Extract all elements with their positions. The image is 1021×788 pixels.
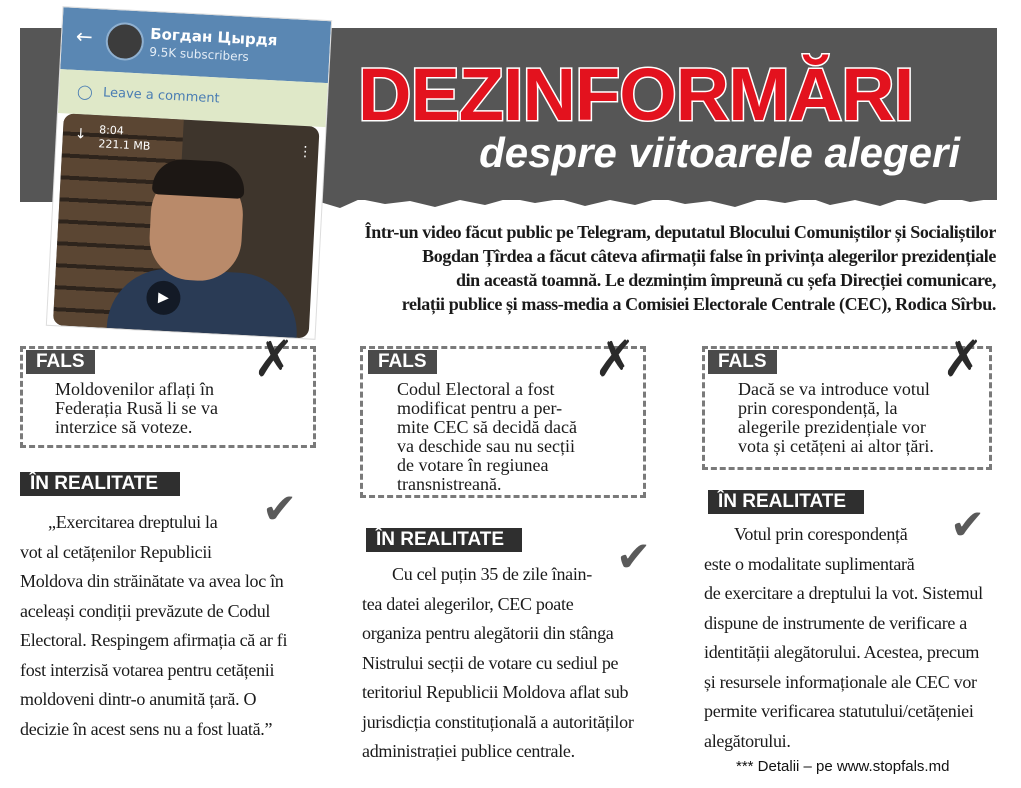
intro-line: relații publice și mass-media a Comisiei Electorale Centrale (CEC), Rodica Sîrbu. <box>401 294 996 314</box>
fals-line: interzice să voteze. <box>55 417 193 437</box>
comment-icon: ◯ <box>76 84 94 101</box>
fals-line: Federația Rusă li se va <box>55 398 218 418</box>
real-line: permite verificarea statutului/cetățeniei <box>704 701 974 721</box>
real-line: fost interzisă votarea pentru cetățenii <box>20 659 275 680</box>
avatar <box>105 21 145 61</box>
real-line: dispune de instrumente de verificare a <box>704 612 967 633</box>
real-line: teritoriul Republicii Moldova aflat sub <box>362 682 629 702</box>
real-text-2 <box>362 560 662 767</box>
fals-line: modificat pentru a per- <box>397 398 563 418</box>
fals-line: mite CEC să decidă dacă <box>397 417 577 437</box>
real-line: identității alegătorului. Acestea, precum <box>704 642 980 662</box>
page-subtitle: despre viitoarele alegeri <box>479 129 960 176</box>
real-text-3 <box>704 520 1000 756</box>
fals-line: Dacă se va introduce votul <box>738 379 930 399</box>
subscriber-count: 9.5K subscribers <box>148 44 250 64</box>
real-line: tea datei alegerilor, CEC poate <box>362 593 574 614</box>
real-line: moldoveni dintr-o anumită țară. O <box>20 689 257 709</box>
real-line: Nistrului secții de votare cu sediul pe <box>362 652 619 673</box>
real-line: „Exercitarea dreptului la <box>48 512 218 532</box>
page-title: DEZINFORMĂRI <box>358 53 914 136</box>
fals-line: transnistreană. <box>397 474 502 494</box>
check-icon: ✔ <box>950 500 986 549</box>
telegram-screenshot <box>47 7 331 339</box>
real-label-3: ÎN REALITATE <box>708 490 864 514</box>
download-icon[interactable]: ↓ <box>74 125 88 143</box>
check-icon: ✔ <box>616 532 652 581</box>
real-line: Cu cel puțin 35 de zile înain- <box>392 564 592 584</box>
real-line: Moldova din străinătate va avea loc în <box>20 571 284 591</box>
cross-icon: ✗ <box>594 330 636 388</box>
real-text-1 <box>20 508 316 744</box>
cross-icon: ✗ <box>942 330 984 388</box>
real-line: Electoral. Respingem afirmația că ar fi <box>20 630 288 650</box>
speaker-hair <box>152 158 246 199</box>
real-line: Votul prin corespondență <box>734 524 908 544</box>
real-line: aceleași condiții prevăzute de Codul <box>20 600 271 621</box>
real-label-1: ÎN REALITATE <box>20 472 180 496</box>
intro-line: din această toamnă. Le dezmințim împreună cu șefa Direcției comunicare, <box>455 270 996 290</box>
fals-line: Codul Electoral a fost <box>397 379 555 399</box>
real-line: alegătorului. <box>704 730 791 751</box>
real-line: jurisdicția constituțională a autorităților <box>362 711 634 732</box>
intro-line: Într-un video făcut public pe Telegram, deputatul Blocului Comuniștilor și Socialiștilor <box>364 222 996 242</box>
play-icon[interactable]: ▶ <box>146 280 182 316</box>
real-line: este o modalitate suplimentară <box>704 553 915 574</box>
fals-line: de votare în regiunea <box>397 455 549 475</box>
leave-comment-label: Leave a comment <box>102 85 220 107</box>
real-line: decizie în acest sens nu a fost luată.” <box>20 718 273 739</box>
fals-label-3: FALS <box>708 350 777 374</box>
real-line: și resursele informaționale ale CEC vor <box>704 671 977 692</box>
fals-line: vota și cetățeni ai altor țări. <box>738 436 934 456</box>
check-icon: ✔ <box>262 484 298 533</box>
real-line: vot al cetățenilor Republicii <box>20 541 212 562</box>
intro-paragraph <box>316 220 996 316</box>
video-thumbnail[interactable] <box>53 113 320 338</box>
fals-label-1: FALS <box>26 350 95 374</box>
cross-icon: ✗ <box>253 330 295 388</box>
intro-line: Bogdan Țîrdea a făcut câteva afirmații false în privința alegerilor prezidențiale <box>422 246 996 266</box>
fals-line: va deschide sau nu secții <box>397 436 575 456</box>
video-size: 221.1 MB <box>98 137 151 153</box>
real-label-2: ÎN REALITATE <box>366 528 522 552</box>
fals-label-2: FALS <box>368 350 437 374</box>
video-duration: 8:04 <box>98 123 125 138</box>
channel-name: Богдан Цырдя <box>149 24 278 50</box>
fals-text-1 <box>55 380 295 437</box>
fals-line: prin corespondență, la <box>738 398 898 418</box>
fals-text-2 <box>397 380 637 494</box>
real-line: administrației publice centrale. <box>362 741 575 761</box>
fals-text-3 <box>738 380 984 456</box>
real-line: de exercitare a dreptului la vot. Sistemul <box>704 583 983 603</box>
menu-icon[interactable]: ⋮ <box>297 143 313 161</box>
footer-note: *** Detalii – pe www.stopfals.md <box>736 758 950 775</box>
fals-line: Moldovenilor aflați în <box>55 379 214 399</box>
fals-line: alegerile prezidențiale vor <box>738 417 926 437</box>
back-arrow-icon[interactable]: ← <box>75 23 94 49</box>
real-line: organiza pentru alegătorii din stânga <box>362 623 614 643</box>
